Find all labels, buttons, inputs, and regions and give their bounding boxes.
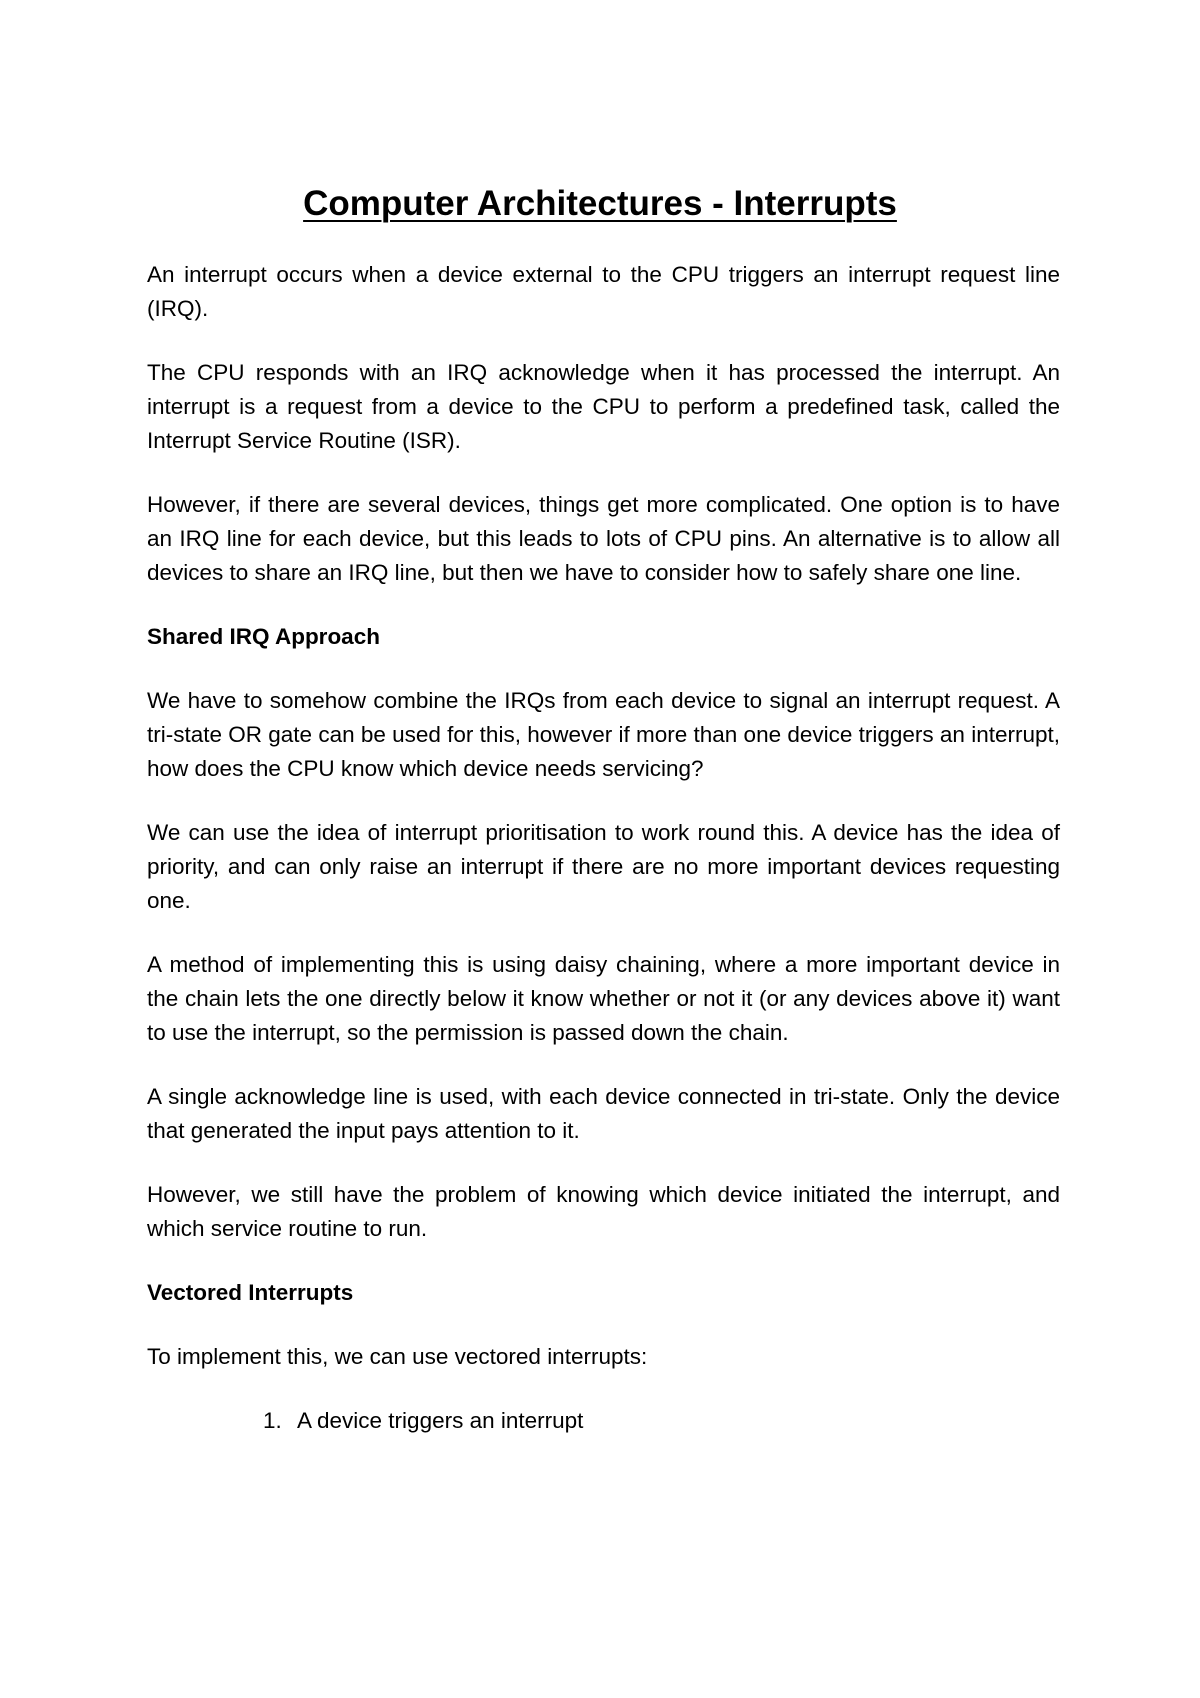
numbered-list [147,1404,1060,1438]
paragraph-interrupt-definition: An interrupt occurs when a device external to the CPU triggers an interrupt request line (IRQ). [147,262,1060,321]
paragraph-prioritisation: We can use the idea of interrupt prioritisation to work round this. A device has the idea of priority, and can only raise an interrupt if there are no more important devices requesting one. [147,820,1060,913]
paragraph-daisy-chaining: A method of implementing this is using daisy chaining, where a more important device in the chain lets the one directly below it know whether or not it (or any devices above it) want to use the interrupt, so the permission is passed down the chain. [147,952,1060,1045]
list-item-text: A device triggers an interrupt [297,1408,584,1433]
paragraph-implement-vectored: To implement this, we can use vectored interrupts: [147,1344,648,1369]
paragraph-several-devices: However, if there are several devices, things get more complicated. One option is to have an IRQ line for each device, but this leads to lots of CPU pins. An alternative is to allow all devices to share an IRQ line, but then we have to consider how to safely share one line. [147,492,1060,585]
document-title: Computer Architectures - Interrupts [303,184,897,223]
paragraph-acknowledge-line: A single acknowledge line is used, with each device connected in tri-state. Only the device that generated the input pays attention to it. [147,1084,1060,1143]
list-item [147,1404,1060,1438]
heading-vectored-interrupts: Vectored Interrupts [147,1280,354,1305]
paragraph-combine-irqs: We have to somehow combine the IRQs from each device to signal an interrupt request. A tri-state OR gate can be used for this, however if more than one device triggers an interrupt, how does the CPU know which device needs servicing? [147,688,1060,781]
paragraph-irq-acknowledge: The CPU responds with an IRQ acknowledge when it has processed the interrupt. An interrupt is a request from a device to the CPU to perform a predefined task, called the Interrupt Service Routine (ISR). [147,360,1060,453]
list-item-number: 1. [263,1408,282,1433]
document-body [147,258,1060,1438]
paragraph-which-device: However, we still have the problem of knowing which device initiated the interrupt, and which service routine to run. [147,1182,1060,1241]
heading-shared-irq: Shared IRQ Approach [147,624,380,649]
